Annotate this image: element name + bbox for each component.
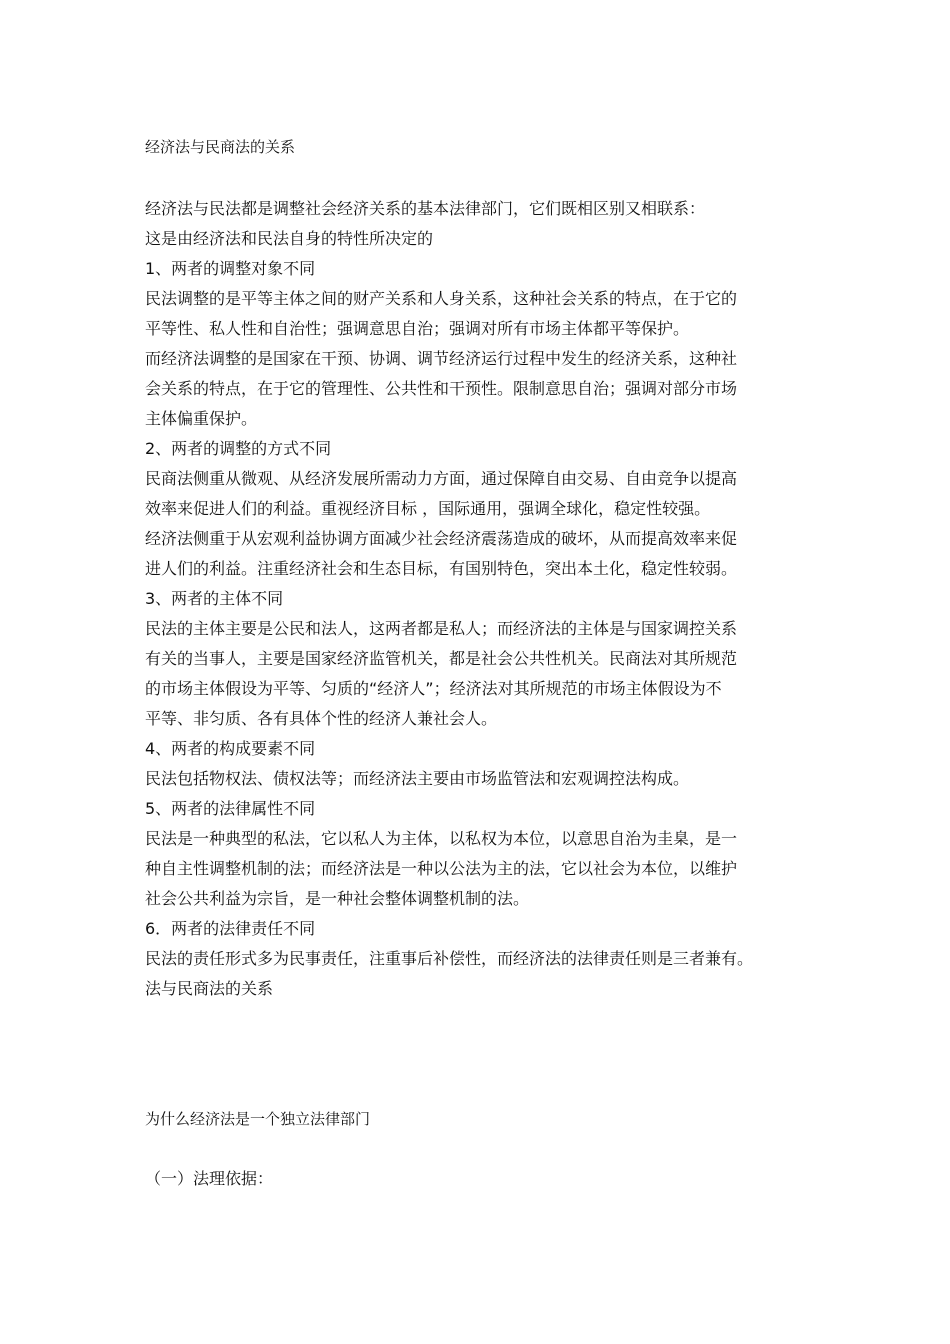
text-line: 民商法侧重从微观、从经济发展所需动力方面，通过保障自由交易、自由竞争以提高 bbox=[145, 469, 738, 488]
text-line: 6．两者的法律责任不同 bbox=[145, 919, 316, 938]
text-line: 会关系的特点，在于它的管理性、公共性和干预性。限制意思自治；强调对部分市场 bbox=[145, 379, 738, 398]
heading-relation: 经济法与民商法的关系 bbox=[145, 138, 296, 156]
text-line: 民法是一种典型的私法，它以私人为主体，以私权为本位，以意思自治为圭臬，是一 bbox=[145, 829, 738, 848]
text-line: 经济法侧重于从宏观利益协调方面减少社会经济震荡造成的破坏，从而提高效率来促 bbox=[145, 529, 738, 548]
text-line: 民法的主体主要是公民和法人，这两者都是私人；而经济法的主体是与国家调控关系 bbox=[145, 619, 738, 638]
text-line: 平等、非匀质、各有具体个性的经济人兼社会人。 bbox=[145, 709, 498, 728]
text-line: 效率来促进人们的利益。重视经济目标 ，国际通用，强调全球化，稳定性较强。 bbox=[145, 499, 711, 518]
text-line: 4、两者的构成要素不同 bbox=[145, 739, 316, 758]
text-line: 社会公共利益为宗旨，是一种社会整体调整机制的法。 bbox=[145, 889, 530, 908]
text-line: 5、两者的法律属性不同 bbox=[145, 799, 316, 818]
text-line: 的市场主体假设为平等、匀质的“经济人”；经济法对其所规范的市场主体假设为不 bbox=[145, 679, 722, 698]
text-line: 2、两者的调整的方式不同 bbox=[145, 439, 332, 458]
text-line: 主体偏重保护。 bbox=[145, 409, 258, 428]
text-line: 经济法与民法都是调整社会经济关系的基本法律部门，它们既相区别又相联系： bbox=[145, 199, 706, 218]
text-line: 民法的责任形式多为民事责任，注重事后补偿性，而经济法的法律责任则是三者兼有。 bbox=[145, 949, 754, 968]
text-line: 法与民商法的关系 bbox=[145, 979, 274, 998]
text-line: 这是由经济法和民法自身的特性所决定的 bbox=[145, 229, 434, 248]
text-line: 进人们的利益。注重经济社会和生态目标，有国别特色，突出本土化，稳定性较弱。 bbox=[145, 559, 738, 578]
section-heading: （一）法理依据： bbox=[145, 1169, 274, 1188]
text-line: 民法调整的是平等主体之间的财产关系和人身关系，这种社会关系的特点，在于它的 bbox=[145, 289, 738, 308]
text-line: 而经济法调整的是国家在干预、协调、调节经济运行过程中发生的经济关系，这种社 bbox=[145, 349, 738, 368]
text-line: 民法包括物权法、债权法等；而经济法主要由市场监管法和宏观调控法构成。 bbox=[145, 769, 690, 788]
text-line: 种自主性调整机制的法；而经济法是一种以公法为主的法，它以社会为本位，以维护 bbox=[145, 859, 738, 878]
heading-independent-law: 为什么经济法是一个独立法律部门 bbox=[145, 1110, 371, 1128]
text-line: 3、两者的主体不同 bbox=[145, 589, 284, 608]
text-line: 有关的当事人，主要是国家经济监管机关，都是社会公共性机关。民商法对其所规范 bbox=[145, 649, 738, 668]
text-line: 1、两者的调整对象不同 bbox=[145, 259, 316, 278]
text-line: 平等性、私人性和自治性；强调意思自治；强调对所有市场主体都平等保护。 bbox=[145, 319, 690, 338]
